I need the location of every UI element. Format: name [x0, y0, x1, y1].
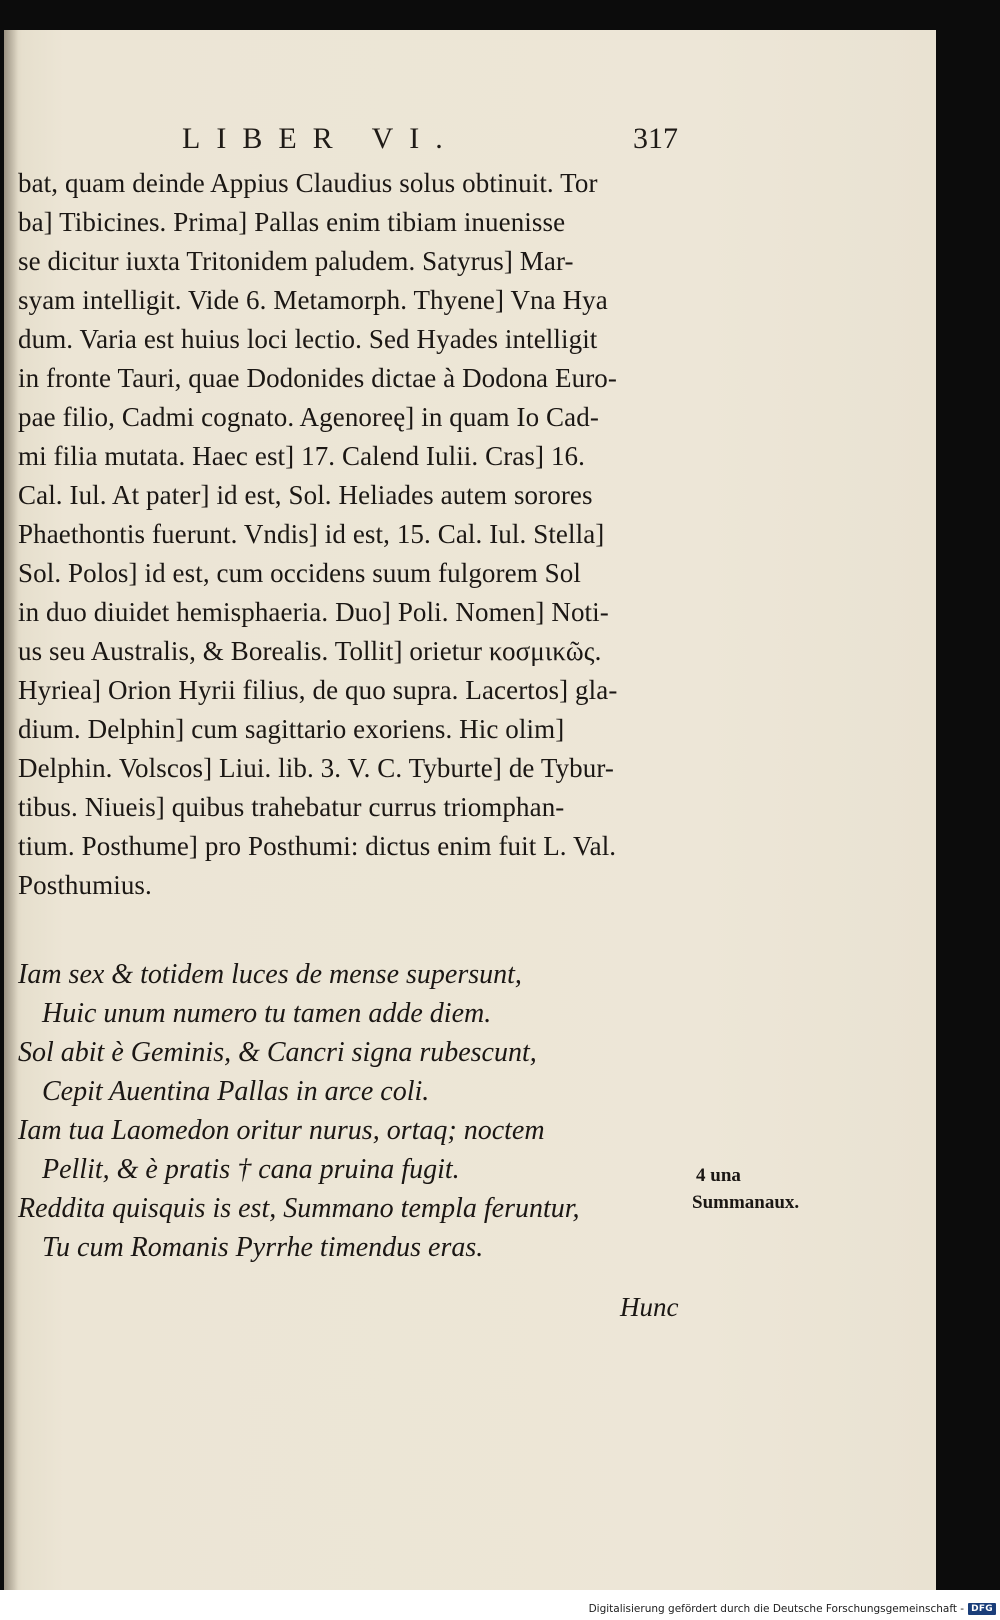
verse-block — [18, 955, 698, 1267]
marginal-note-line: Summanaux. — [692, 1192, 800, 1213]
verse-line: Tu cum Romanis Pyrrhe timendus eras. — [42, 1232, 484, 1263]
commentary-line: mi filia mutata. Haec est] 17. Calend Iulii. Cras] 16. — [18, 441, 585, 471]
commentary-line: bat, quam deinde Appius Claudius solus obtinuit. Tor — [18, 168, 598, 198]
page-number: 317 — [633, 122, 678, 155]
running-head: LIBER VI. — [182, 122, 459, 155]
commentary-line: se dicitur iuxta Tritonidem paludem. Satyrus] Mar- — [18, 246, 574, 276]
commentary-line: Sol. Polos] id est, cum occidens suum fulgorem Sol — [18, 558, 581, 588]
verse-line: Iam sex & totidem luces de mense supersunt, — [18, 959, 522, 990]
commentary-line: Hyriea] Orion Hyrii filius, de quo supra. Lacertos] gla- — [18, 675, 618, 705]
commentary-line: Cal. Iul. At pater] id est, Sol. Heliades autem sorores — [18, 480, 593, 510]
commentary-line: in duo diuidet hemisphaeria. Duo] Poli. Nomen] Noti- — [18, 597, 609, 627]
commentary-line: tium. Posthume] pro Posthumi: dictus enim fuit L. Val. — [18, 831, 617, 861]
verse-line: Iam tua Laomedon oritur nurus, ortaq; noctem — [18, 1115, 545, 1146]
commentary-line: syam intelligit. Vide 6. Metamorph. Thyene] Vna Hya — [18, 285, 608, 315]
credit-text: Digitalisierung gefördert durch die Deutsche Forschungsgemeinschaft - — [588, 1603, 965, 1615]
dfg-logo: DFG — [968, 1603, 996, 1615]
commentary-line: us seu Australis, & Borealis. Tollit] orietur κοσμικῶς. — [18, 636, 602, 666]
commentary-line: dum. Varia est huius loci lectio. Sed Hyades intelligit — [18, 324, 598, 354]
verse-line: Pellit, & è pratis † cana pruina fugit. — [42, 1154, 460, 1185]
verse-line: Huic unum numero tu tamen adde diem. — [42, 998, 492, 1029]
spine-shadow — [4, 30, 18, 1590]
commentary-line: in fronte Tauri, quae Dodonides dictae à Dodona Euro- — [18, 363, 617, 393]
commentary-line: pae filio, Cadmi cognato. Agenoreę] in quam Io Cad- — [18, 402, 599, 432]
catchword: Hunc — [620, 1292, 679, 1322]
commentary-line: Phaethontis fuerunt. Vndis] id est, 15. Cal. Iul. Stella] — [18, 519, 605, 549]
commentary-line: Posthumius. — [18, 870, 152, 900]
commentary-line: dium. Delphin] cum sagittario exoriens. Hic olim] — [18, 714, 565, 744]
verse-line: Cepit Auentina Pallas in arce coli. — [42, 1076, 430, 1107]
marginal-note-line: 4 una — [696, 1165, 741, 1186]
commentary-line: tibus. Niueis] quibus trahebatur currus triomphan- — [18, 792, 565, 822]
book-page — [4, 30, 936, 1590]
verse-line: Reddita quisquis is est, Summano templa feruntur, — [18, 1193, 580, 1224]
commentary-line: ba] Tibicines. Prima] Pallas enim tibiam inuenisse — [18, 207, 566, 237]
marginal-note — [692, 1162, 852, 1216]
verse-line: Sol abit è Geminis, & Cancri signa rubescunt, — [18, 1037, 537, 1068]
commentary-line: Delphin. Volscos] Liui. lib. 3. V. C. Tyburte] de Tybur- — [18, 753, 615, 783]
digitization-credit — [589, 1600, 996, 1618]
commentary-block — [18, 164, 708, 905]
page-header — [174, 122, 694, 162]
